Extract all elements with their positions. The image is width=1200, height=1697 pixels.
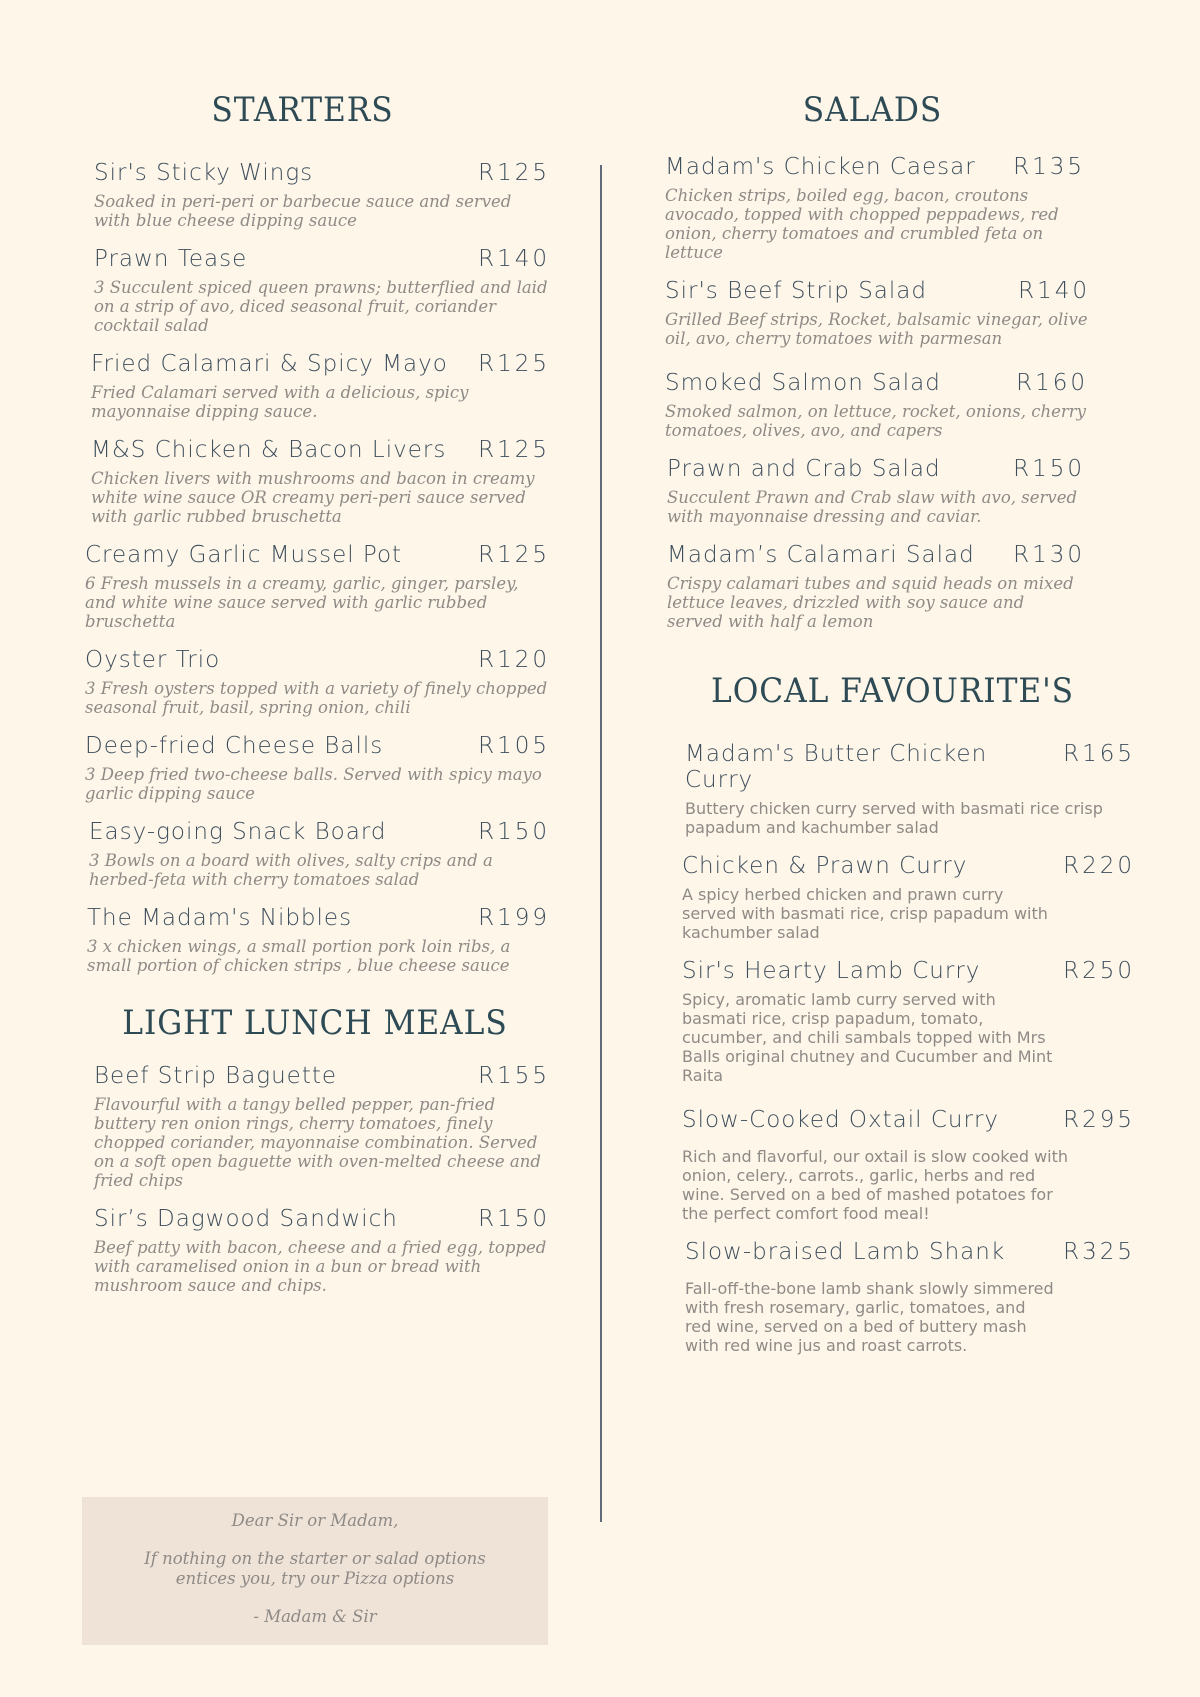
item-description: Spicy, aromatic lamb curry served with basmati rice, crisp papadum, tomato, cucumber, and chili sambals topped with Mrs Balls original chutney and Cucumber and Mint Raita xyxy=(682,990,1053,1085)
item-name: Beef Strip Baguette xyxy=(94,1063,338,1089)
item-description: Chicken strips, boiled egg, bacon, croutons avocado, topped with chopped peppadews, red onion, cherry tomatoes and crumbled feta on lettuce xyxy=(665,186,1059,262)
item-name: Madam's Butter Chicken Curry xyxy=(685,741,988,793)
item-name: Fried Calamari & Spicy Mayo xyxy=(91,351,448,377)
menu-item xyxy=(80,160,550,230)
menu-item xyxy=(80,246,550,335)
menu-item xyxy=(665,370,1135,440)
item-name: Deep-fried Cheese Balls xyxy=(85,733,384,759)
item-price: R135 xyxy=(1013,154,1085,180)
menu-item xyxy=(665,1107,1135,1223)
item-description: Grilled Beef strips, Rocket, balsamic vinegar, olive oil, avo, cherry tomatoes with parmesan xyxy=(665,310,1088,348)
item-price: R105 xyxy=(478,733,550,759)
menu-item xyxy=(665,278,1135,348)
menu-item xyxy=(665,542,1135,631)
item-price: R199 xyxy=(478,905,550,931)
item-name: Sir's Hearty Lamb Curry xyxy=(682,958,981,984)
item-description: Rich and flavorful, our oxtail is slow cooked with onion, celery., carrots., garlic, herbs and red wine. Served on a bed of mashed potatoes for the perfect comfort food meal! xyxy=(682,1147,1069,1223)
local-favourites-heading: LOCAL FAVOURITE'S xyxy=(711,671,1074,711)
menu-item xyxy=(80,905,550,975)
menu-item xyxy=(80,1206,550,1295)
item-description: Buttery chicken curry served with basmati rice crisp papadum and kachumber salad xyxy=(685,799,1103,837)
menu-item xyxy=(80,437,550,526)
item-price: R155 xyxy=(478,1063,550,1089)
note-signoff: - Madam & Sir xyxy=(253,1607,377,1626)
item-price: R165 xyxy=(1063,741,1135,767)
item-price: R295 xyxy=(1063,1107,1135,1133)
note-greeting: Dear Sir or Madam, xyxy=(231,1511,399,1530)
item-description: Beef patty with bacon, cheese and a fried egg, topped with caramelised onion in a bun or bread with mushroom sauce and chips. xyxy=(94,1238,547,1295)
menu-item xyxy=(80,733,550,803)
item-name: Slow-Cooked Oxtail Curry xyxy=(682,1107,1000,1133)
menu-item xyxy=(665,154,1135,262)
item-name: Madam’s Calamari Salad xyxy=(667,542,975,568)
item-description: 3 Fresh oysters topped with a variety of finely chopped seasonal fruit, basil, spring onion, chili xyxy=(85,679,548,717)
item-name: Chicken & Prawn Curry xyxy=(682,853,968,879)
item-price: R150 xyxy=(478,1206,550,1232)
item-description: Crispy calamari tubes and squid heads on mixed lettuce leaves, drizzled with soy sauce and served with half a lemon xyxy=(667,574,1074,631)
item-name: Easy-going Snack Board xyxy=(89,819,387,845)
menu-item xyxy=(665,958,1135,1085)
item-price: R325 xyxy=(1063,1239,1135,1265)
note-box xyxy=(82,1497,548,1645)
menu-item xyxy=(665,853,1135,942)
note-body: If nothing on the starter or salad options entices you, try our Pizza options xyxy=(144,1549,486,1588)
item-name: The Madam's Nibbles xyxy=(87,905,353,931)
item-price: R140 xyxy=(478,246,550,272)
item-name: Slow-braised Lamb Shank xyxy=(685,1239,1006,1265)
item-name: Smoked Salmon Salad xyxy=(665,370,941,396)
item-name: Sir’s Dagwood Sandwich xyxy=(94,1206,398,1232)
item-description: Fall-off-the-bone lamb shank slowly simmered with fresh rosemary, garlic, tomatoes, and red wine, served on a bed of buttery mash with red wine jus and roast carrots. xyxy=(685,1279,1054,1355)
item-description: Smoked salmon, on lettuce, rocket, onions, cherry tomatoes, olives, avo, and capers xyxy=(665,402,1086,440)
salads-heading: SALADS xyxy=(802,90,943,130)
item-price: R125 xyxy=(478,542,550,568)
item-description: Fried Calamari served with a delicious, spicy mayonnaise dipping sauce. xyxy=(91,383,469,421)
item-description: Succulent Prawn and Crab slaw with avo, served with mayonnaise dressing and caviar. xyxy=(667,488,1078,526)
item-description: Soaked in peri-peri or barbecue sauce and served with blue cheese dipping sauce xyxy=(94,192,512,230)
item-price: R220 xyxy=(1063,853,1135,879)
item-name: Prawn Tease xyxy=(94,246,248,272)
menu-item xyxy=(80,819,550,889)
item-description: 3 x chicken wings, a small portion pork loin ribs, a small portion of chicken strips , blue cheese sauce xyxy=(87,937,511,975)
light-lunch-heading: LIGHT LUNCH MEALS xyxy=(122,1003,508,1043)
item-description: 3 Deep fried two-cheese balls. Served with spicy mayo garlic dipping sauce xyxy=(85,765,542,803)
item-name: M&S Chicken & Bacon Livers xyxy=(91,437,447,463)
item-name: Sir's Beef Strip Salad xyxy=(665,278,927,304)
item-price: R140 xyxy=(1018,278,1090,304)
item-price: R120 xyxy=(478,647,550,673)
item-name: Oyster Trio xyxy=(85,647,221,673)
item-description: A spicy herbed chicken and prawn curry served with basmati rice, crisp papadum with kachumber salad xyxy=(682,885,1048,942)
item-description: 3 Succulent spiced queen prawns; butterflied and laid on a strip of avo, diced seasonal fruit, coriander cocktail salad xyxy=(94,278,548,335)
item-price: R150 xyxy=(478,819,550,845)
item-name: Madam's Chicken Caesar xyxy=(665,154,976,180)
item-description: 3 Bowls on a board with olives, salty crips and a herbed-feta with cherry tomatoes salad xyxy=(89,851,493,889)
item-price: R130 xyxy=(1013,542,1085,568)
item-price: R150 xyxy=(1013,456,1085,482)
right-column xyxy=(665,90,1135,1371)
menu-item xyxy=(80,1063,550,1190)
menu-item xyxy=(665,741,1135,837)
menu-item xyxy=(665,456,1135,526)
item-name: Prawn and Crab Salad xyxy=(667,456,941,482)
item-name: Sir's Sticky Wings xyxy=(94,160,314,186)
starters-heading: STARTERS xyxy=(211,90,394,130)
item-description: Flavourful with a tangy belled pepper, pan-fried buttery ren onion rings, cherry tomatoes, finely chopped coriander, mayonnaise combination. Served on a soft open baguette with oven-melted cheese and fried chips xyxy=(94,1095,541,1190)
item-price: R125 xyxy=(478,351,550,377)
item-price: R125 xyxy=(478,437,550,463)
item-description: 6 Fresh mussels in a creamy, garlic, ginger, parsley, and white wine sauce served with garlic rubbed bruschetta xyxy=(85,574,519,631)
menu-item xyxy=(80,542,550,631)
item-description: Chicken livers with mushrooms and bacon in creamy white wine sauce OR creamy peri-peri sauce served with garlic rubbed bruschetta xyxy=(91,469,535,526)
column-divider xyxy=(600,165,602,1522)
menu-item xyxy=(80,647,550,717)
item-price: R160 xyxy=(1016,370,1088,396)
item-name: Creamy Garlic Mussel Pot xyxy=(85,542,403,568)
menu-item xyxy=(80,351,550,421)
menu-item xyxy=(665,1239,1135,1355)
item-price: R250 xyxy=(1063,958,1135,984)
left-column xyxy=(80,90,550,1311)
item-price: R125 xyxy=(478,160,550,186)
